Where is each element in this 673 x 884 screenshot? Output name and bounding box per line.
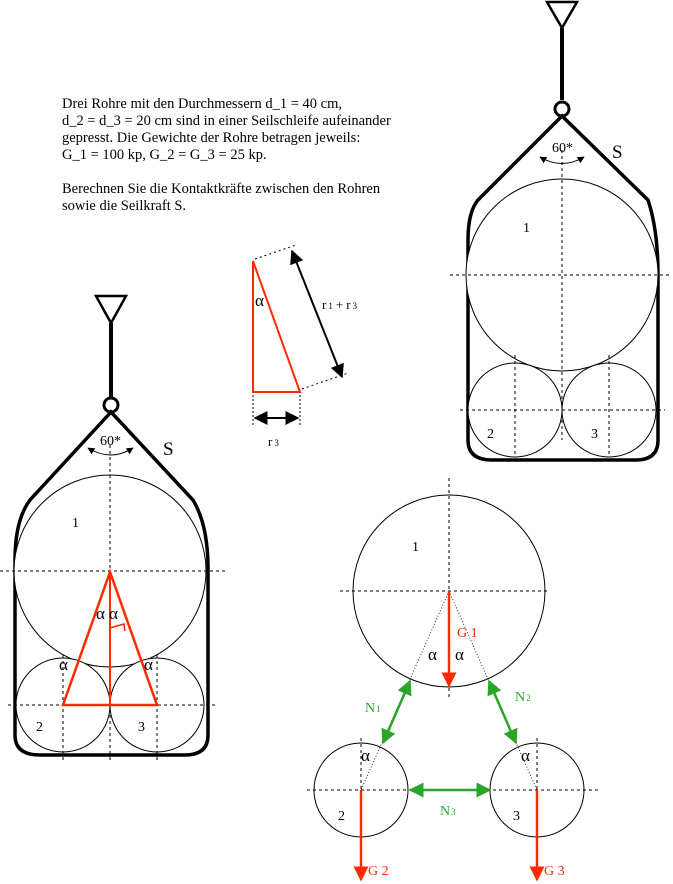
- extension-line: [255, 245, 296, 259]
- problem-line-6: sowie die Seilkraft S.: [62, 198, 187, 214]
- rope-force-label: S: [612, 142, 623, 163]
- force-G3-label: G 3: [544, 864, 565, 879]
- alpha-label: α: [455, 645, 464, 664]
- alpha-label: α: [96, 604, 105, 623]
- hypotenuse-label: r 1 + r 3: [322, 297, 358, 312]
- alpha-label: α: [428, 645, 437, 664]
- alpha-label: α: [144, 655, 153, 674]
- alpha-label: α: [109, 604, 118, 623]
- rope-force-label: S: [163, 439, 174, 460]
- pipe-3-label: 3: [591, 427, 598, 442]
- pipe-2-label: 2: [338, 809, 345, 824]
- rope-loop-bottom-left: [0, 296, 225, 760]
- problem-line-5: Berechnen Sie die Kontaktkräfte zwischen den Rohren: [62, 181, 381, 197]
- force-G2-label: G 2: [368, 864, 389, 879]
- problem-line-1: Drei Rohre mit den Durchmessern d_1 = 40 cm,: [62, 96, 342, 112]
- geometry-triangle-sketch: [253, 245, 358, 449]
- problem-line-4: G_1 = 100 kp, G_2 = G_3 = 25 kp.: [62, 147, 267, 163]
- pipe-1-label: 1: [412, 540, 419, 555]
- force-N1-arrow: [383, 681, 410, 743]
- alpha-label: α: [521, 746, 530, 765]
- rope-loop-top-right: [450, 2, 670, 460]
- alpha-label: α: [361, 746, 370, 765]
- geometry-triangle: [253, 261, 300, 392]
- problem-line-3: gepresst. Die Gewichte der Rohre betragen jeweils:: [62, 130, 361, 146]
- force-N2-label: N2: [515, 690, 531, 705]
- hook-triangle: [547, 2, 577, 28]
- alpha-label: α: [59, 655, 68, 674]
- alpha-label: α: [255, 291, 264, 310]
- pipe-1-label: 1: [72, 516, 79, 531]
- pipe-1-label: 1: [523, 221, 530, 236]
- problem-line-2: d_2 = d_3 = 20 cm sind in einer Seilschleife aufeinander: [62, 113, 391, 129]
- free-body-diagram: [307, 478, 600, 880]
- angle-label: 60*: [100, 434, 121, 449]
- pipe-3-label: 3: [138, 720, 145, 735]
- force-N2-arrow: [489, 681, 516, 743]
- hypotenuse-dimension-arrow: [292, 251, 342, 377]
- hook-triangle: [96, 296, 126, 323]
- pipe-2-label: 2: [487, 427, 494, 442]
- force-N3-label: N3: [440, 804, 456, 819]
- pipe-2-label: 2: [36, 720, 43, 735]
- base-label: r 3: [268, 434, 279, 449]
- force-N1-label: N1: [365, 701, 381, 716]
- angle-label: 60*: [552, 141, 573, 156]
- pipe-3-label: 3: [513, 809, 520, 824]
- force-G1-label: G 1: [457, 626, 478, 641]
